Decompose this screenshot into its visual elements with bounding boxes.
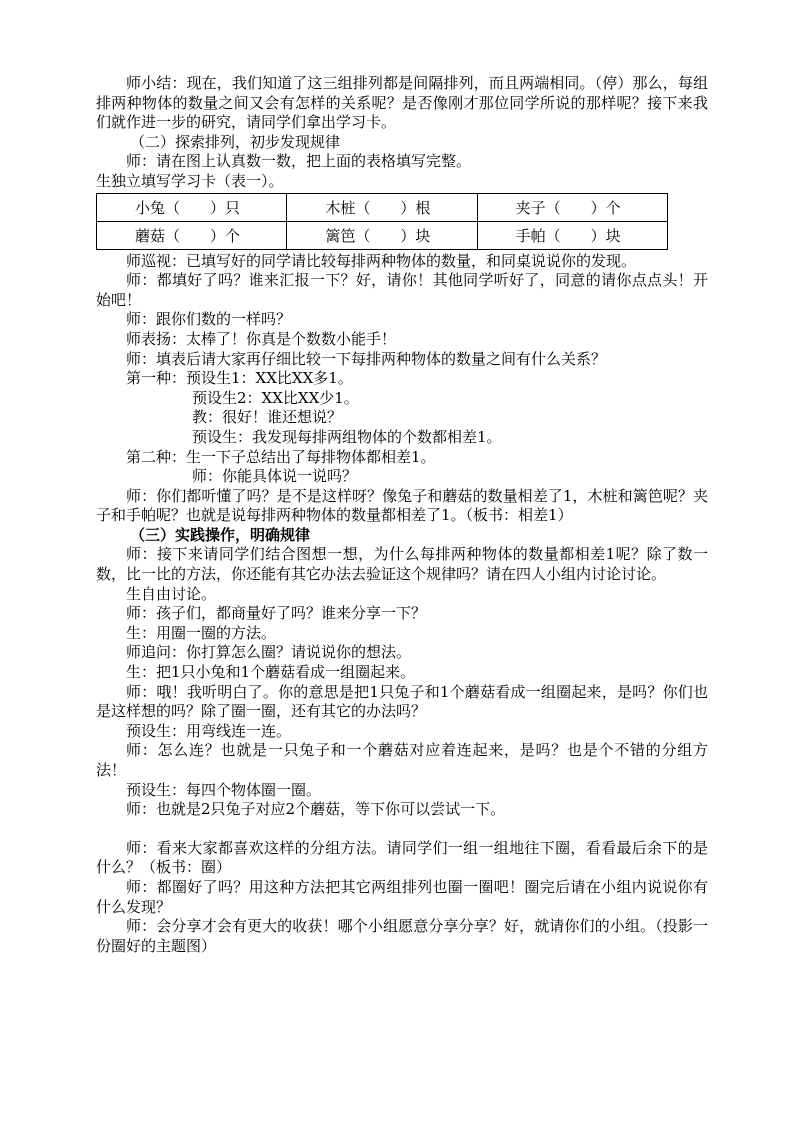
- paragraph: 师表扬：太棒了！你真是个数数小能手！: [126, 329, 397, 348]
- paragraph: 师追问：你打算怎么圈？请说说你的想法。: [126, 643, 412, 662]
- paragraph: 预设生：用弯线连一连。: [126, 721, 292, 740]
- table-cell: 木桩（ ）根: [287, 193, 477, 221]
- paragraph: 师：填表后请大家再仔细比较一下每排两种物体的数量之间有什么关系？: [126, 349, 607, 368]
- paragraph: 师：看来大家都喜欢这样的分组方法。请同学们一组一组地往下圈，看看最后余下的是什么？（板书：圈）: [96, 838, 708, 877]
- paragraph: 师：都填好了吗？谁来汇报一下？好，请你！其他同学听好了，同意的请你点点头！开始吧！: [96, 271, 708, 309]
- paragraph: 师：哦！我听明白了。你的意思是把1只兔子和1个蘑菇看成一组圈起来，是吗？你们也是这样想的吗？除了圈一圈，还有其它的办法吗？: [96, 682, 708, 721]
- table-cell: 蘑菇（ ）个: [97, 221, 287, 249]
- section-heading: （二）探索排列，初步发现规律: [130, 132, 341, 151]
- blank-line: [96, 820, 708, 839]
- paragraph: 预设生：我发现每排两组物体的个数都相差1。: [192, 427, 502, 446]
- paragraph: 第一种：预设生1：XX比XX多1。: [126, 369, 353, 388]
- paragraph: 师：也就是2只兔子对应2个蘑菇，等下你可以尝试一下。: [126, 800, 506, 819]
- table-cell: 小兔（ ）只: [97, 193, 287, 221]
- paragraph: 生：把1只小兔和1个蘑菇看成一组圈起来。: [126, 663, 416, 682]
- paragraph: 生自由讨论。: [126, 584, 217, 603]
- table-row: [97, 193, 668, 221]
- paragraph: 师小结：现在，我们知道了这三组排列都是间隔排列，而且两端相同。（停）那么，每组排两种物体的数量之间又会有怎样的关系呢？是否像刚才那位同学所说的那样呢？接下来我们就作进一步的研究，请同学们拿出学习卡。: [96, 74, 708, 132]
- table-cell: 夹子（ ）个: [477, 193, 667, 221]
- table-cell: 篱笆（ ）块: [287, 221, 477, 249]
- study-card-table: [96, 193, 668, 250]
- paragraph: 生：用圈一圈的方法。: [126, 623, 277, 642]
- paragraph: 师：跟你们数的一样吗？: [126, 310, 292, 329]
- paragraph: 师：你能具体说一说吗？: [192, 467, 358, 486]
- paragraph: 师：都圈好了吗？用这种方法把其它两组排列也圈一圈吧！圈完后请在小组内说说你有什么发现？: [96, 877, 708, 916]
- paragraph: 第二种：生一下子总结出了每排物体都相差1。: [126, 447, 436, 466]
- table-row: [97, 221, 668, 249]
- paragraph: 师巡视：已填写好的同学请比较每排两种物体的数量，和同桌说说你的发现。: [126, 251, 637, 270]
- paragraph: 师：你们都听懂了吗？是不是这样呀？像兔子和蘑菇的数量相差了1，木桩和篱笆呢？夹子和手帕呢？也就是说每排两种物体的数量都相差了1。（板书：相差1）: [96, 486, 708, 525]
- paragraph: 教：很好！谁还想说？: [192, 408, 343, 427]
- section-heading: （三）实践操作，明确规律: [130, 525, 311, 544]
- paragraph: 师：孩子们，都商量好了吗？谁来分享一下？: [126, 604, 427, 623]
- paragraph: 师：请在图上认真数一数，把上面的表格填写完整。: [126, 152, 472, 171]
- paragraph: 预设生2：XX比XX少1。: [192, 388, 359, 407]
- paragraph: 师：接下来请同学们结合图想一想，为什么每排两种物体的数量都相差1呢？除了数一数，比一比的方法，你还能有其它办法去验证这个规律吗？请在四人小组内讨论讨论。: [96, 545, 708, 584]
- paragraph: 师：会分享才会有更大的收获！哪个小组愿意分享分享？好，就请你们的小组。（投影一份圈好的主题图）: [96, 917, 708, 955]
- table-cell: 手帕（ ）块: [477, 221, 667, 249]
- document-page: [96, 74, 708, 956]
- paragraph: 生独立填写学习卡（表一）。: [96, 171, 284, 190]
- paragraph: 预设生：每四个物体圈一圈。: [126, 780, 322, 799]
- paragraph: 师：怎么连？也就是一只兔子和一个蘑菇对应着连起来，是吗？也是个不错的分组方法！: [96, 741, 708, 779]
